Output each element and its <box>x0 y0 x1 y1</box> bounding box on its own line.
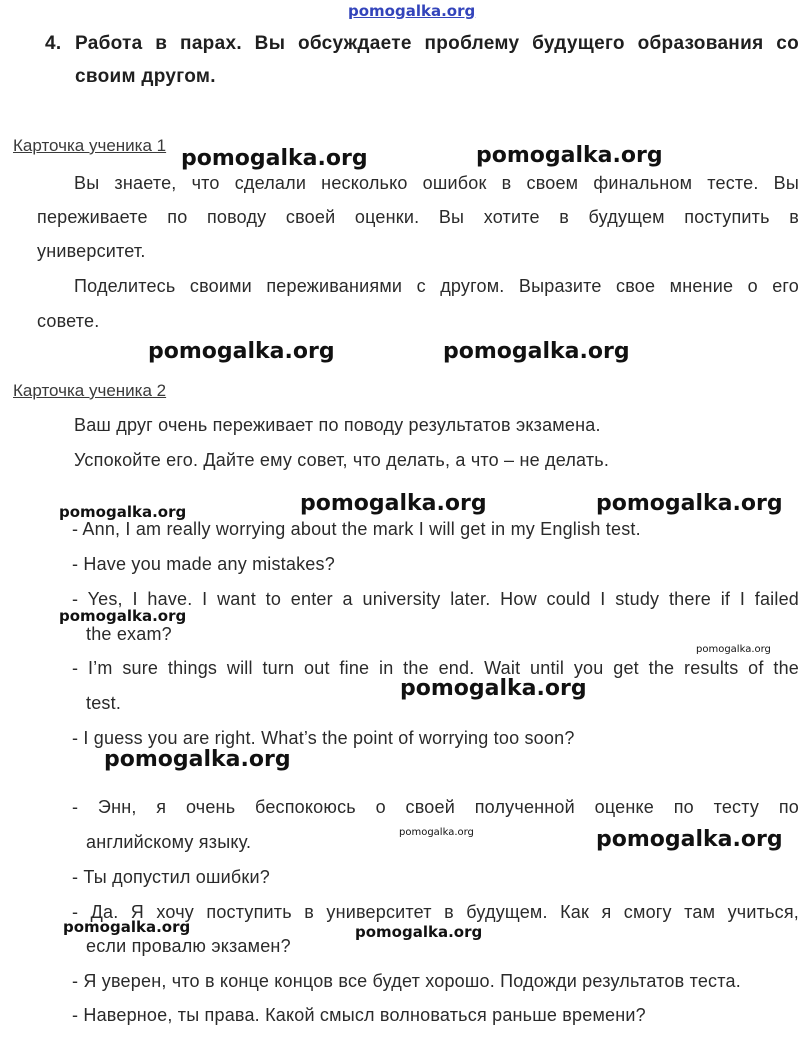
card1-p2-line2: совете. <box>37 311 100 331</box>
card1-p1-line2: переживаете по поводу своей оценки. Вы хотите в будущем поступить в <box>37 207 799 227</box>
dialog-ru-line1b: английскому языку. <box>86 832 252 852</box>
dialog-en-line3a: - Yes, I have. I want to enter a university later. How could I study there if I failed <box>72 589 799 609</box>
watermark: pomogalka.org <box>181 146 368 171</box>
card1-heading: Карточка ученика 1 <box>13 136 167 155</box>
watermark: pomogalka.org <box>443 339 630 364</box>
card1-p1-line1: Вы знаете, что сделали несколько ошибок в своем финальном тесте. Вы <box>74 173 799 193</box>
card2-heading: Карточка ученика 2 <box>13 381 167 400</box>
dialog-ru-line3a: - Да. Я хочу поступить в университет в будущем. Как я смогу там учиться, <box>72 902 799 922</box>
dialog-en-line3b: the exam? <box>86 624 172 644</box>
watermark: pomogalka.org <box>596 827 783 852</box>
watermark: pomogalka.org <box>300 491 487 516</box>
dialog-en-line4a: - I’m sure things will turn out fine in the end. Wait until you get the results of the <box>72 658 799 678</box>
card1-p1-line3: университет. <box>37 241 146 261</box>
watermark: pomogalka.org <box>399 827 474 838</box>
watermark: pomogalka.org <box>59 503 187 521</box>
dialog-en-line5: - I guess you are right. What’s the point of worrying too soon? <box>72 728 575 748</box>
card1-p2-line1: Поделитесь своими переживаниями с другом. Выразите свое мнение о его <box>74 276 799 296</box>
watermark: pomogalka.org <box>400 676 587 701</box>
watermark: pomogalka.org <box>355 923 483 941</box>
watermark: pomogalka.org <box>696 644 771 655</box>
card2-line1: Ваш друг очень переживает по поводу результатов экзамена. <box>74 415 601 435</box>
dialog-ru-line5: - Наверное, ты права. Какой смысл волноваться раньше времени? <box>72 1005 646 1025</box>
watermark: pomogalka.org <box>148 339 335 364</box>
watermark: pomogalka.org <box>476 143 663 168</box>
card2-line2: Успокойте его. Дайте ему совет, что делать, а что – не делать. <box>74 450 610 470</box>
watermark: pomogalka.org <box>63 918 191 936</box>
task-text-line2: своим другом. <box>75 66 216 87</box>
dialog-en-line4b: test. <box>86 693 122 713</box>
watermark: pomogalka.org <box>59 607 187 625</box>
dialog-en-line2: - Have you made any mistakes? <box>72 554 335 574</box>
dialog-ru-line3b: если провалю экзамен? <box>86 936 291 956</box>
watermark: pomogalka.org <box>104 747 291 772</box>
dialog-ru-line4: - Я уверен, что в конце концов все будет хорошо. Подожди результатов теста. <box>72 971 741 991</box>
task-text-line1: Работа в парах. Вы обсуждаете проблему будущего образования со <box>75 33 799 54</box>
dialog-ru-line2: - Ты допустил ошибки? <box>72 867 270 887</box>
task-number: 4. <box>45 33 62 54</box>
dialog-en-line1: - Ann, I am really worrying about the mark I will get in my English test. <box>72 519 641 539</box>
watermark: pomogalka.org <box>596 491 783 516</box>
watermark-top-link[interactable]: pomogalka.org <box>348 2 476 20</box>
dialog-ru-line1a: - Энн, я очень беспокоюсь о своей полученной оценке по тесту по <box>72 797 799 817</box>
